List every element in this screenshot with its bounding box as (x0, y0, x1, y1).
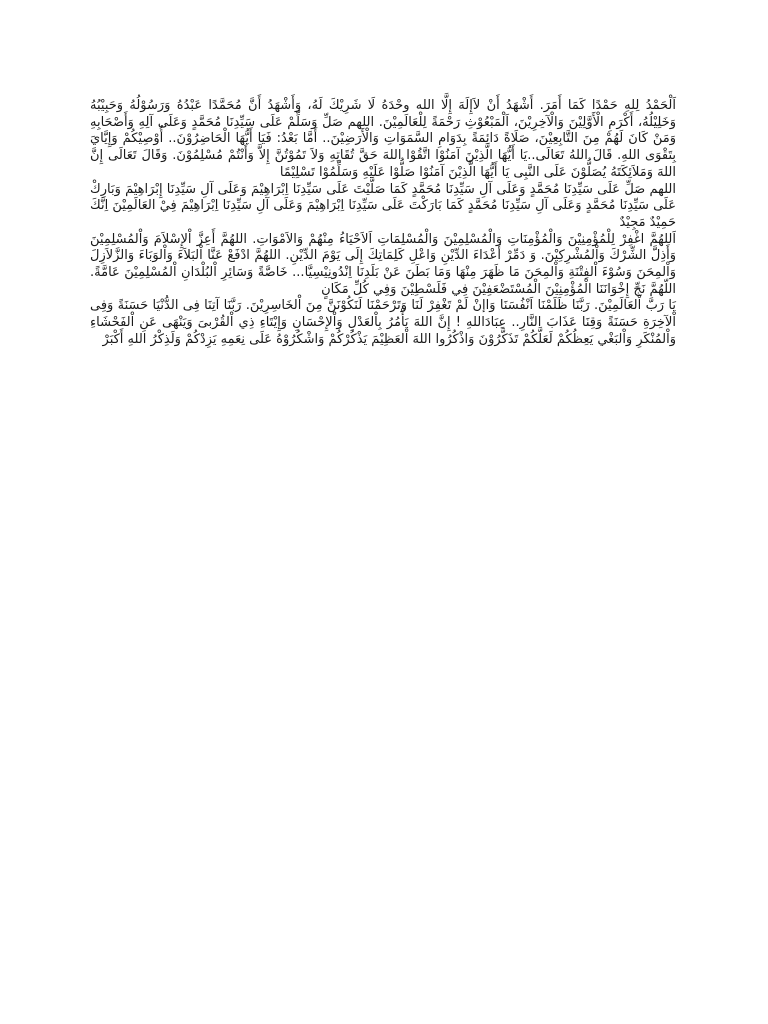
paragraph-salawat: اللهم صَلِّ عَلَى سَيِّدِنَا مُحَمَّدٍ وَعَلَى آلِ سَيِّدِنَا مُحَمَّدٍ كَمَا صَلَّيْتَ عَلَى سَيِّدِنَا اِبْرَاهِيْمَ وَعَلَى آلِ سَيِّدِنَا إِبْرَاهِيْمَ وَبَارِكْ عَلَى سَيِّدِنَا مُحَمَّدٍ وَعَلَى آلِ سَيِّدِنَا مُحَمَّدٍ كَمَا بَارَكْتَ عَلَى سَيِّدِنَا اِبْرَاهِيْمَ وَعَلَى آلِ سَيِّدِنَا اِبْرَاهِيْمَ فِيْ العَالَمِيْنَ اِنَّكَ حَمِيْدٌ مَجِيْدٌ (90, 181, 676, 230)
khutbah-text-block (90, 98, 676, 349)
paragraph-supplication: اَللهُمَّ اغْفِرْ لِلْمُؤْمِنِيْنَ وَالْمُؤْمِنَاتِ وَالْمُسْلِمِيْنَ وَالْمُسْلِمَاتِ اَلاَحْيَاءُ مِنْهُمْ وَالاَمْوَاتِ. اللهُمَّ أَعِزَّ اْلإِسْلاَمَ وَاْلمُسْلِمِيْنَ وَأَذِلَّ الشِّرْكَ وَاْلمُشْرِكِيْنَ. وَ دَمِّرْ أَعْدَاءَ الدِّيْنِ وَاعْلِ كَلِمَاتِكَ إِلَى يَوْمَ الدِّيْنِ. اللهُمَّ ادْفَعْ عَنَّا اْلبَلاَءَ وَاْلوَبَاءَ وَالزَّلاَزِلَ وَاْلمِحَنَ وَسُوْءَ اْلفِتْنَةِ وَاْلمِحَنَ مَا ظَهَرَ مِنْهَا وَمَا بَطَنَ عَنْ بَلَدِنَا اِنْدُونِيْسِيَّا... خَاصَّةً وَسَائِرِ اْلبُلْدَانِ اْلمُسْلِمِيْنَ عَامَّةً. اللّهُمَّ نَجِّ إِخْوَانَنَا الْمُؤْمِنِيْنَ الْمُسْتَضْعَفِيْنَ فِي فَلَسْطِيْنَ وَفِي كُلِّ مَكَانٍ (90, 231, 676, 297)
paragraph-closing: يَا رَبَّ اْلعَالَمِيْنَ. رَبَّنَا ظَلَمْنَا اَنْفُسَنَا وَاإنْ لَمْ تَغْفِرْ لَنَا وَتَرْحَمْنَا لَنَكُوْنَنَّ مِنَ اْلخَاسِرِيْنَ. رَبَّنَا آتِنَا فِى الدُّنْيَا حَسَنَةً وَفِى اْلآخِرَةِ حَسَنَةً وَقِنَا عَذَابَ النَّارِ.. عِبَادَاللهِ ! إِنَّ اللهَ يَأْمُرُ بِاْلعَدْلِ وَاْلإِحْسَانِ وَإِيْتَاءِ ذِي اْلقُرْبىَ وَيَنْهَى عَنِ اْلفَحْشَاءِ وَاْلمُنْكَرِ وَاْلبَغْي يَعِظُكُمْ لَعَلَّكُمْ تَذَكَّرُوْنَ وَاذْكُرُوا اللهَ اْلعَظِيْمَ يَذْكُرْكُمْ وَاشْكُرُوْهُ عَلَى نِعَمِهِ يَزِدْكُمْ وَلَذِكْرُ اللهِ أَكْبَرْ (90, 298, 676, 347)
paragraph-opening: اَلْحَمْدُ لِلهِ حَمْدًا كَمَا أَمَرَ. أَشْهَدُ أَنْ لاَإِلَهَ إِلَّا الله وحْدَهُ لَا شَرِيْكَ لَهُ، وَأَشْهَدُ أَنَّ مُحَمَّدًا عَبْدُهُ وَرَسُوْلُهُ وَحَبِيْبُهُ وَخَلِيْلُهُ، أَكْرَمِ الْأَوَّلِيْنَ وَالْآخِرِيْنَ، اَلْمَبْعُوْثِ رَحْمَةً لِلْعَالَمِيْنَ. اللهم صَلِّ وَسَلِّمْ عَلَى سَيِّدِنَا مُحَمَّدٍ وَعَلَى آلِهِ وَأَصْحَابِهِ وَمَنْ كَانَ لَهُمْ مِنَ التَّابِعِيْنَ، صَلَاةً دَائِمَةً بِدَوَامِ السَّمَوَاتِ وَالْأَرَضِيْنَ.. أَمَّا بَعْدُ: فَيَا أَيُّهَا الْحَاضِرُوْنَ.. أُوْصِيْكُمْ وَإِيَّايَ بِتَقْوَى اللهِ. قَالَ اللهُ تَعَالَى..يَا أَيُّهَا الَّذِيْنَ آمَنُوْا اتَّقُوْا اللهَ حَقَّ تُقَاتِهِ وَلاَ تَمُوْتُنَّ إِلاَّ وَأَنْتُمْ مُسْلِمُوْنَ. وَقَالَ تَعَالَى إِنَّ اللهَ وَمَلاَئِكَتَهُ يُصَلُّوْنَ عَلَى النَّبِى يَا أَيُّهَا الَّذِيْنَ آمَنُوْا صَلُّوْا عَلَيْهِ وَسَلِّمُوْا تَسْلِيْمًا (90, 98, 676, 180)
